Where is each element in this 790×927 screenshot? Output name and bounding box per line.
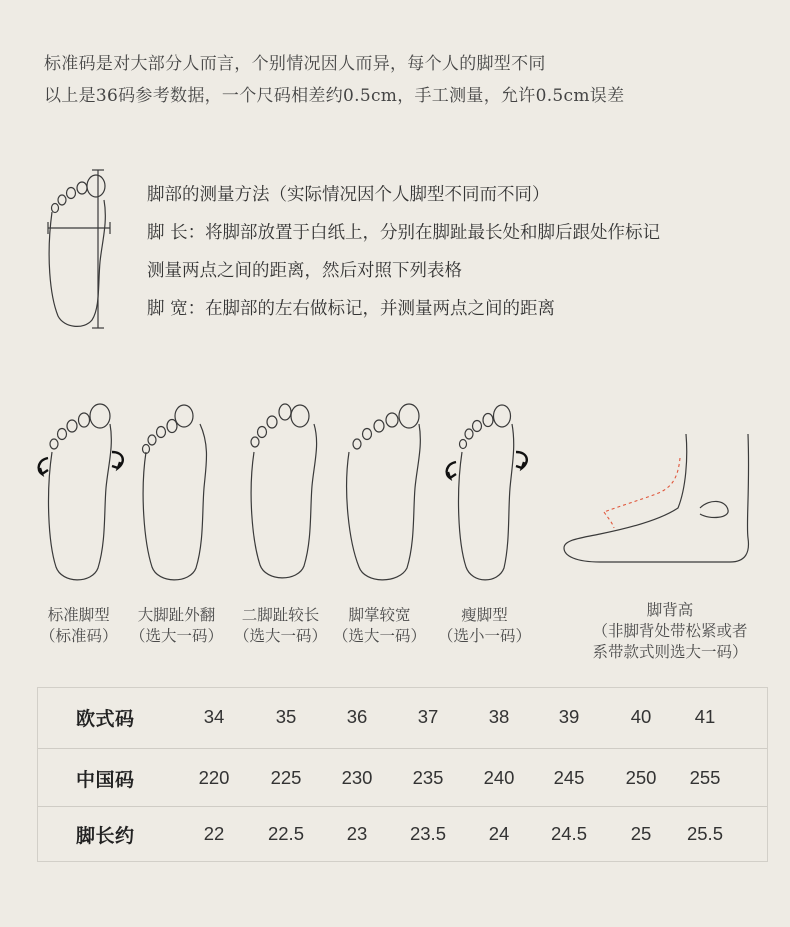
table-cell: 245 — [553, 767, 585, 788]
foot-type-label — [40, 605, 118, 647]
foot-type-name: 瘦脚型 — [461, 606, 508, 624]
table-cell: 22.5 — [267, 823, 304, 844]
foot-outline-icon — [240, 400, 334, 585]
table-cell: 250 — [625, 767, 657, 788]
instep-advice-1: （非脚背处带松紧或者 — [592, 622, 748, 640]
method-width-line: 脚 宽：在脚部的左右做标记，并测量两点之间的距离 — [147, 299, 556, 319]
table-cell: 225 — [270, 767, 302, 788]
table-row — [38, 805, 767, 862]
foot-outline-icon — [337, 402, 437, 587]
table-cell: 230 — [341, 767, 373, 788]
table-cell: 34 — [203, 706, 225, 727]
instep-side-icon — [560, 428, 760, 578]
foot-type-label — [438, 605, 531, 647]
row-header: 欧式码 — [76, 708, 135, 730]
table-cell: 255 — [689, 767, 721, 788]
foot-type-advice: （标准码） — [40, 627, 118, 645]
row-header: 脚长约 — [76, 825, 135, 847]
table-cell: 25 — [630, 823, 652, 844]
foot-outline-icon — [34, 402, 128, 587]
foot-outline-icon — [134, 402, 228, 587]
table-cell: 24.5 — [550, 823, 587, 844]
size-table — [37, 687, 768, 862]
instep-name: 脚背高 — [646, 601, 694, 619]
foot-type-advice: （选大一码） — [234, 627, 328, 645]
foot-measure-icon — [40, 166, 120, 336]
table-cell: 39 — [558, 706, 580, 727]
table-cell: 22 — [203, 823, 225, 844]
table-cell: 24 — [488, 823, 510, 844]
method-length-line-1: 脚 长：将脚部放置于白纸上，分别在脚趾最长处和脚后跟处作标记 — [147, 223, 661, 243]
foot-type-label — [234, 605, 327, 647]
row-header: 中国码 — [76, 769, 135, 791]
table-cell: 235 — [412, 767, 444, 788]
table-cell: 220 — [198, 767, 230, 788]
table-cell: 38 — [488, 706, 510, 727]
intro-line-2: 以上是36码参考数据，一个尺码相差约0.5cm，手工测量，允许0.5cm误差 — [44, 86, 625, 106]
foot-type-name: 标准脚型 — [47, 606, 110, 624]
table-cell: 23 — [346, 823, 368, 844]
foot-type-advice: （选大一码） — [333, 627, 427, 645]
measure-method — [147, 176, 660, 328]
width-arrow-icon — [447, 452, 527, 478]
table-row — [38, 748, 767, 807]
table-cell: 23.5 — [409, 823, 446, 844]
foot-type-name: 大脚趾外翻 — [137, 606, 216, 624]
foot-outline-icon — [442, 402, 536, 587]
method-length-line-2: 测量两点之间的距离，然后对照下列表格 — [147, 261, 462, 281]
intro-line-1: 标准码是对大部分人而言，个别情况因人而异，每个人的脚型不同 — [44, 54, 546, 74]
foot-type-label — [333, 605, 426, 647]
instep-advice-2: 系带款式则选大一码） — [592, 643, 748, 661]
foot-type-advice: （选大一码） — [130, 627, 224, 645]
foot-type-advice: （选小一码） — [438, 627, 532, 645]
method-title: 脚部的测量方法（实际情况因个人脚型不同而不同） — [147, 185, 550, 205]
foot-type-label — [130, 605, 223, 647]
table-cell: 35 — [275, 706, 297, 727]
table-cell: 40 — [630, 706, 652, 727]
table-cell: 240 — [483, 767, 515, 788]
foot-type-name: 脚掌较宽 — [348, 606, 411, 624]
intro-notes — [44, 48, 624, 112]
table-row — [38, 688, 767, 745]
foot-type-name: 二脚趾较长 — [241, 606, 320, 624]
table-cell: 37 — [417, 706, 439, 727]
table-cell: 25.5 — [686, 823, 723, 844]
instep-label — [570, 600, 770, 663]
table-cell: 41 — [694, 706, 716, 727]
table-cell: 36 — [346, 706, 368, 727]
